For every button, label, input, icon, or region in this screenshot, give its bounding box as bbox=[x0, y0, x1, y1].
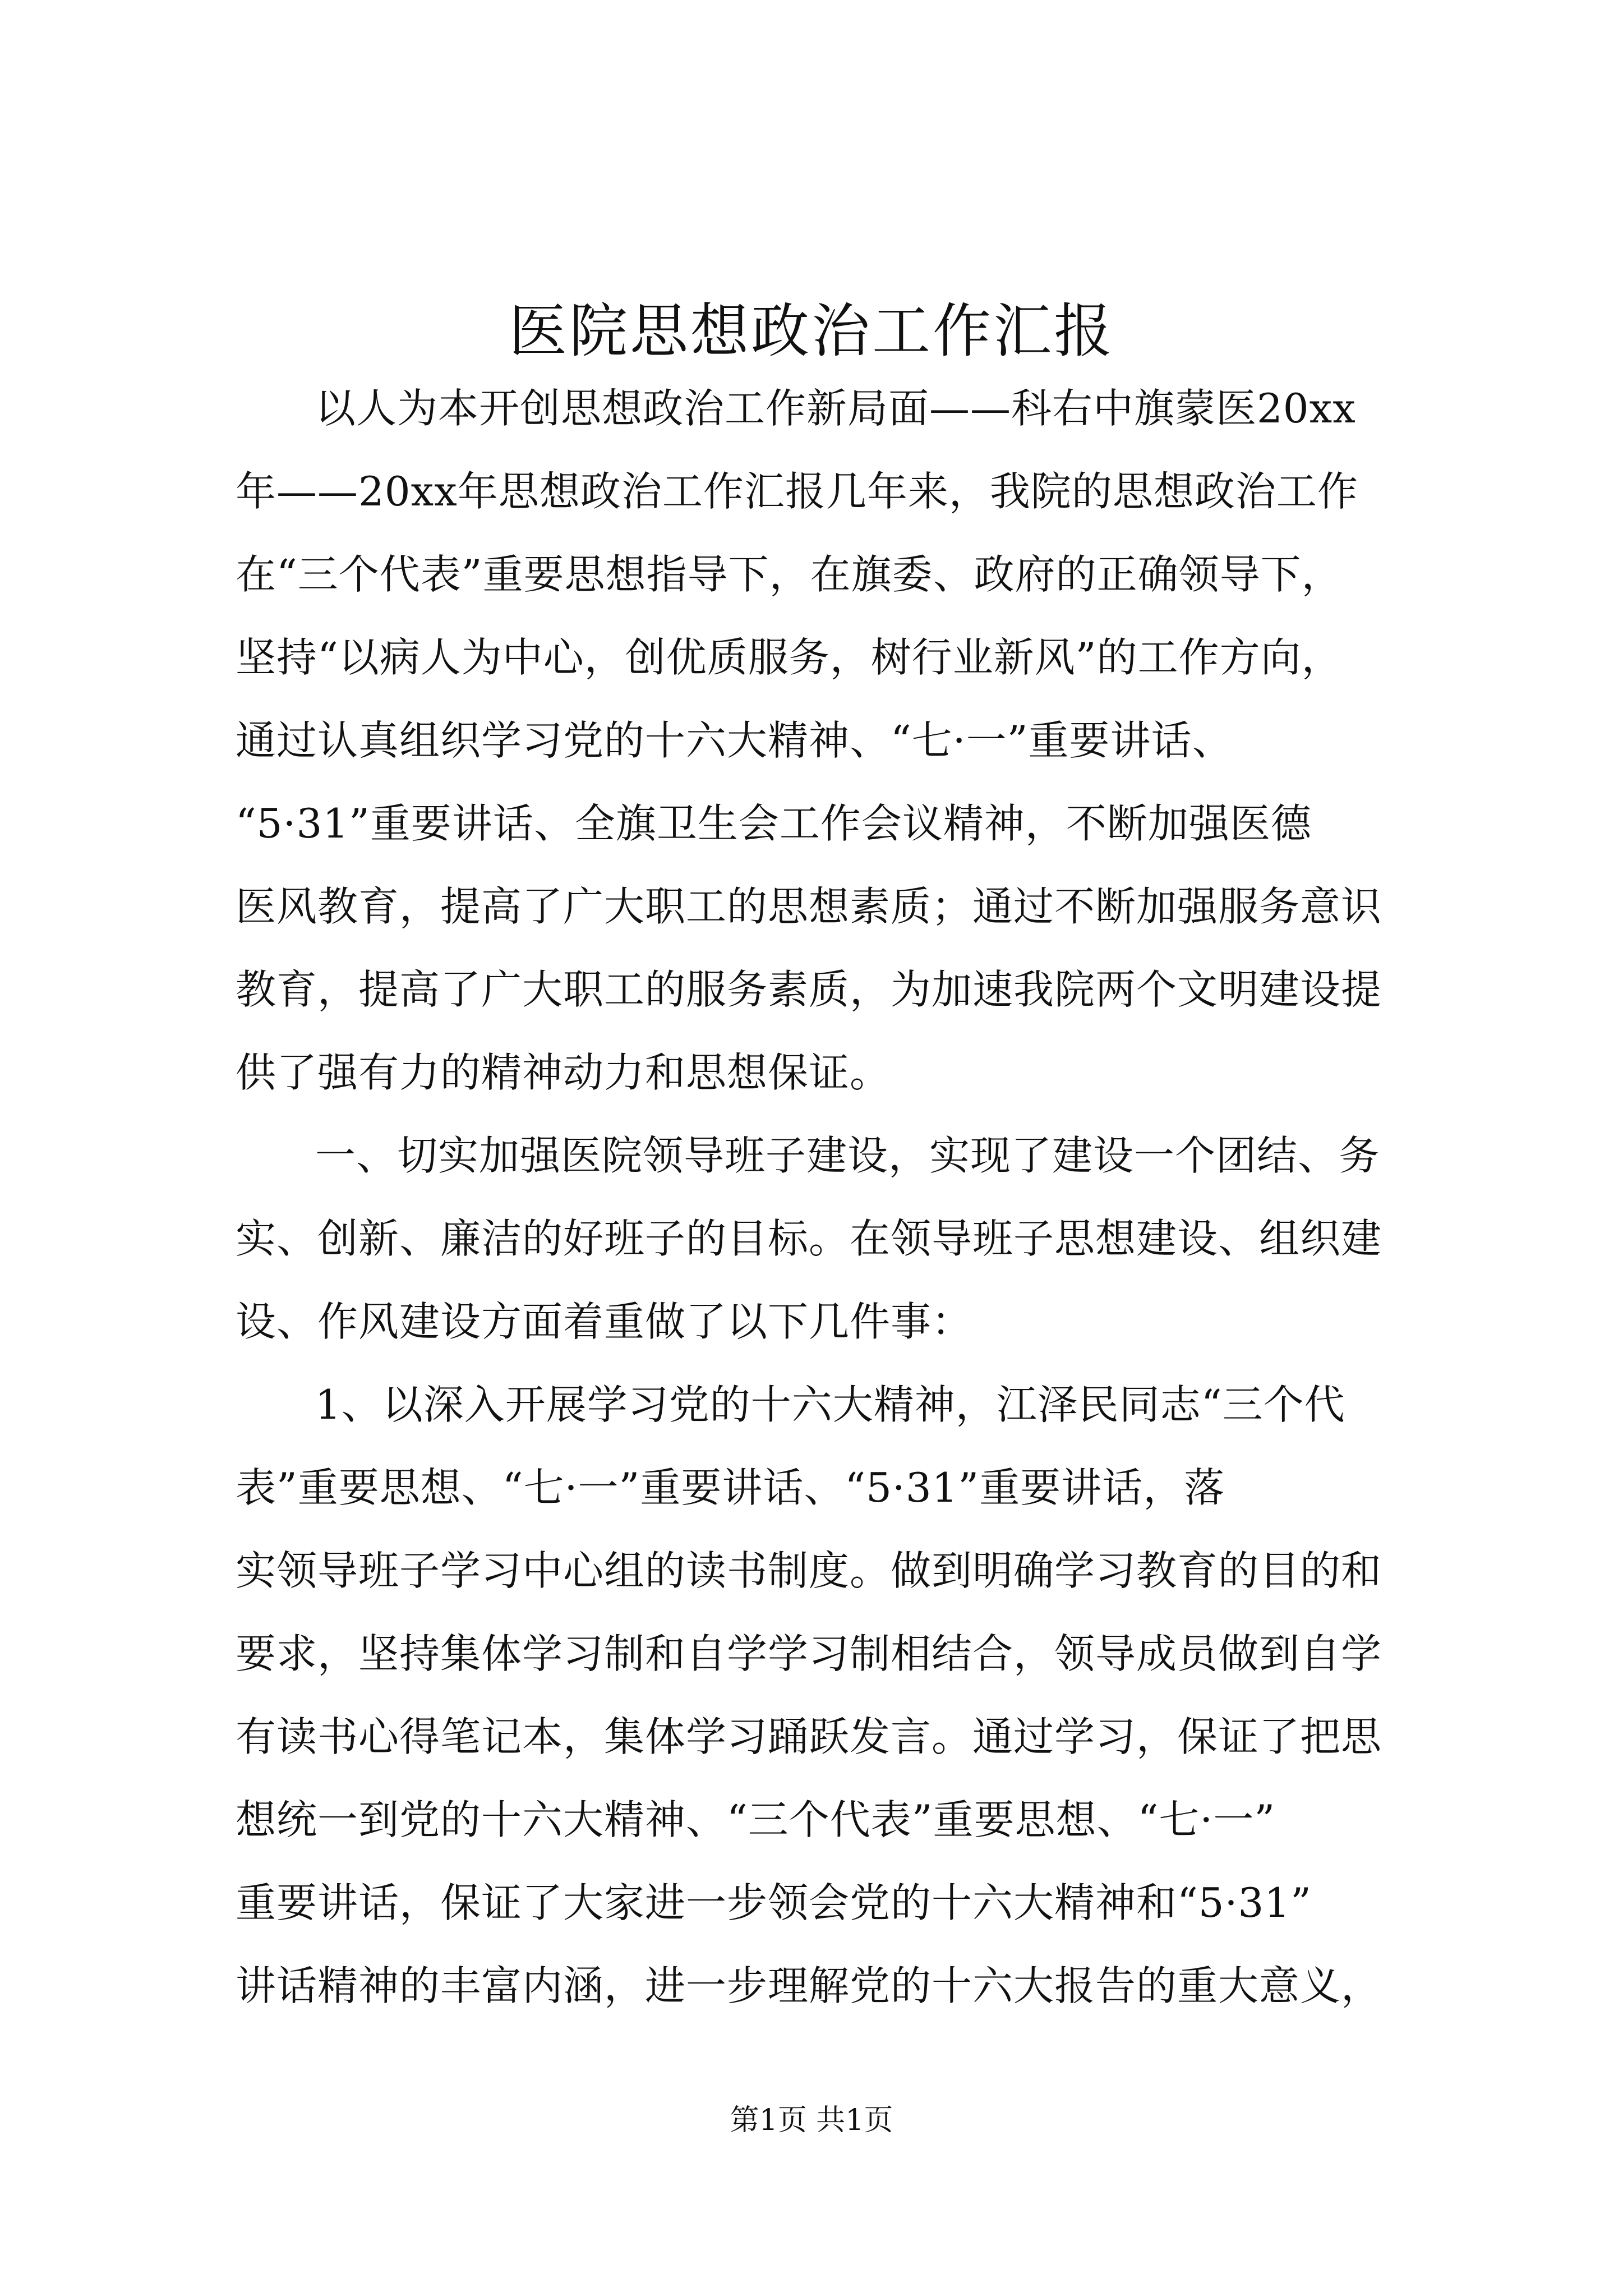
paragraph-1-line-5: 通过认真组织学习党的十六大精神、“七·一”重要讲话、 bbox=[236, 717, 1233, 764]
paragraph-3-line-4: 要求，坚持集体学习制和自学学习制相结合，领导成员做到自学 bbox=[236, 1630, 1382, 1677]
paragraph-1-line-9: 供了强有力的精神动力和思想保证。 bbox=[236, 1049, 891, 1096]
document-body bbox=[236, 367, 1419, 2027]
paragraph-1-line-2: 年——20xx年思想政治工作汇报几年来，我院的思想政治工作 bbox=[236, 468, 1358, 515]
paragraph-3-line-5: 有读书心得笔记本，集体学习踊跃发言。通过学习，保证了把思 bbox=[236, 1713, 1382, 1760]
paragraph-3-line-1: 1、以深入开展学习党的十六大精神，江泽民同志“三个代 bbox=[315, 1381, 1345, 1428]
paragraph-1-line-8: 教育，提高了广大职工的服务素质，为加速我院两个文明建设提 bbox=[236, 966, 1382, 1013]
page-footer: 第1页 共1页 bbox=[730, 2104, 893, 2137]
paragraph-3-line-3: 实领导班子学习中心组的读书制度。做到明确学习教育的目的和 bbox=[236, 1547, 1382, 1594]
paragraph-3-line-8: 讲话精神的丰富内涵，进一步理解党的十六大报告的重大意义， bbox=[236, 1962, 1382, 2009]
paragraph-2-line-1: 一、切实加强医院领导班子建设，实现了建设一个团结、务 bbox=[315, 1132, 1380, 1179]
paragraph-2-line-2: 实、创新、廉洁的好班子的目标。在领导班子思想建设、组织建 bbox=[236, 1215, 1382, 1262]
paragraph-1-line-6: “5·31”重要讲话、全旗卫生会工作会议精神，不断加强医德 bbox=[236, 800, 1312, 847]
paragraph-1-line-4: 坚持“以病人为中心，创优质服务，树行业新风”的工作方向， bbox=[236, 634, 1343, 681]
paragraph-3-line-2: 表”重要思想、“七·一”重要讲话、“5·31”重要讲话，落 bbox=[236, 1464, 1225, 1511]
paragraph-1-line-1: 以人为本开创思想政治工作新局面——科右中旗蒙医20xx bbox=[315, 385, 1356, 432]
paragraph-3-line-7: 重要讲话，保证了大家进一步领会党的十六大精神和“5·31” bbox=[236, 1879, 1312, 1926]
paragraph-3-line-6: 想统一到党的十六大精神、“三个代表”重要思想、“七·一” bbox=[236, 1796, 1276, 1843]
document-title: 医院思想政治工作汇报 bbox=[508, 297, 1114, 365]
paragraph-2-line-3: 设、作风建设方面着重做了以下几件事： bbox=[236, 1298, 973, 1345]
paragraph-1-line-3: 在“三个代表”重要思想指导下，在旗委、政府的正确领导下， bbox=[236, 551, 1343, 598]
paragraph-1-line-7: 医风教育，提高了广大职工的思想素质；通过不断加强服务意识 bbox=[236, 883, 1382, 930]
